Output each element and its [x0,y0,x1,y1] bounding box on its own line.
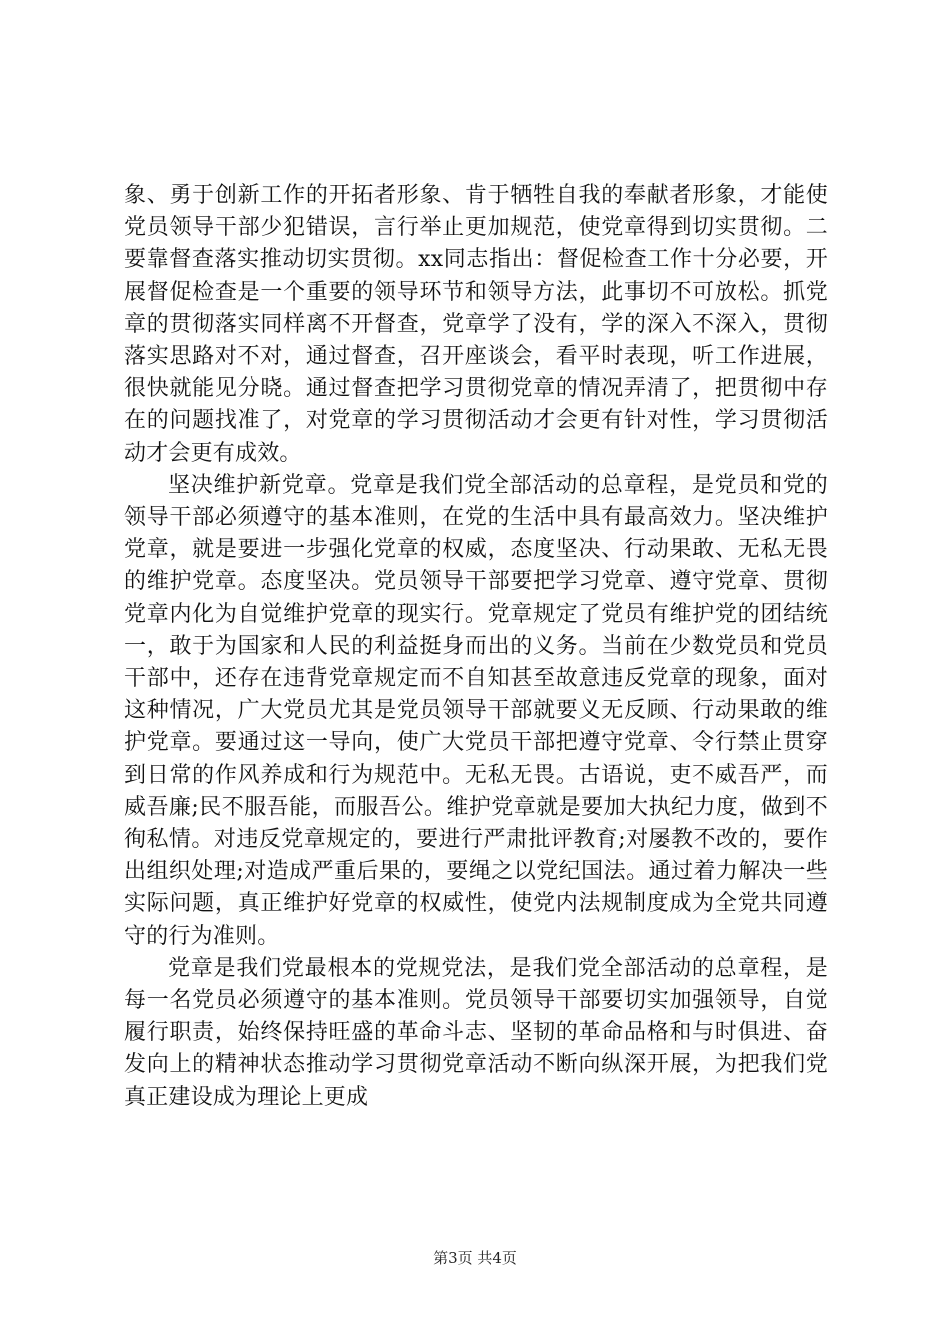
paragraph-3: 党章是我们党最根本的党规党法，是我们党全部活动的总章程，是每一名党员必须遵守的基本准则。党员领导干部要切实加强领导，自觉履行职责，始终保持旺盛的革命斗志、坚韧的革命品格和与时俱进、奋发向上的精神状态推动学习贯彻党章活动不断向纵深开展，为把我们党真正建设成为理论上更成 [124,955,828,1110]
page-footer [0,1248,950,1268]
paragraph-1: 象、勇于创新工作的开拓者形象、肯于牺牲自我的奉献者形象，才能使党员领导干部少犯错误，言行举止更加规范，使党章得到切实贯彻。二要靠督查落实推动切实贯彻。xx同志指出：督促检查工作十分必要，开展督促检查是一个重要的领导环节和领导方法，此事切不可放松。抓党章的贯彻落实同样离不开督查，党章学了没有，学的深入不深入，贯彻落实思路对不对，通过督查，召开座谈会，看平时表现，听工作进展，很快就能见分晓。通过督查把学习贯彻党章的情况弄清了，把贯彻中存在的问题找准了，对党章的学习贯彻活动才会更有针对性，学习贯彻活动才会更有成效。 [124,183,828,466]
document-body [124,180,828,1114]
page-number: 第3页 共4页 [433,1249,517,1267]
paragraph-2: 坚决维护新党章。党章是我们党全部活动的总章程，是党员和党的领导干部必须遵守的基本准则，在党的生活中具有最高效力。坚决维护党章，就是要进一步强化党章的权威，态度坚决、行动果敢、无私无畏的维护党章。态度坚决。党员领导干部要把学习党章、遵守党章、贯彻党章内化为自觉维护党章的现实行。党章规定了党员有维护党的团结统一，敢于为国家和人民的利益挺身而出的义务。当前在少数党员和党员干部中，还存在违背党章规定而不自知甚至故意违反党章的现象，面对这种情况，广大党员尤其是党员领导干部就要义无反顾、行动果敢的维护党章。要通过这一导向，使广大党员干部把遵守党章、令行禁止贯穿到日常的作风养成和行为规范中。无私无畏。古语说，吏不威吾严，而威吾廉;民不服吾能，而服吾公。维护党章就是要加大执纪力度，做到不徇私情。对违反党章规定的，要进行严肃批评教育;对屡教不改的，要作出组织处理;对造成严重后果的，要绳之以党纪国法。通过着力解决一些实际问题，真正维护好党章的权威性，使党内法规制度成为全党共同遵守的行为准则。 [124,472,828,949]
